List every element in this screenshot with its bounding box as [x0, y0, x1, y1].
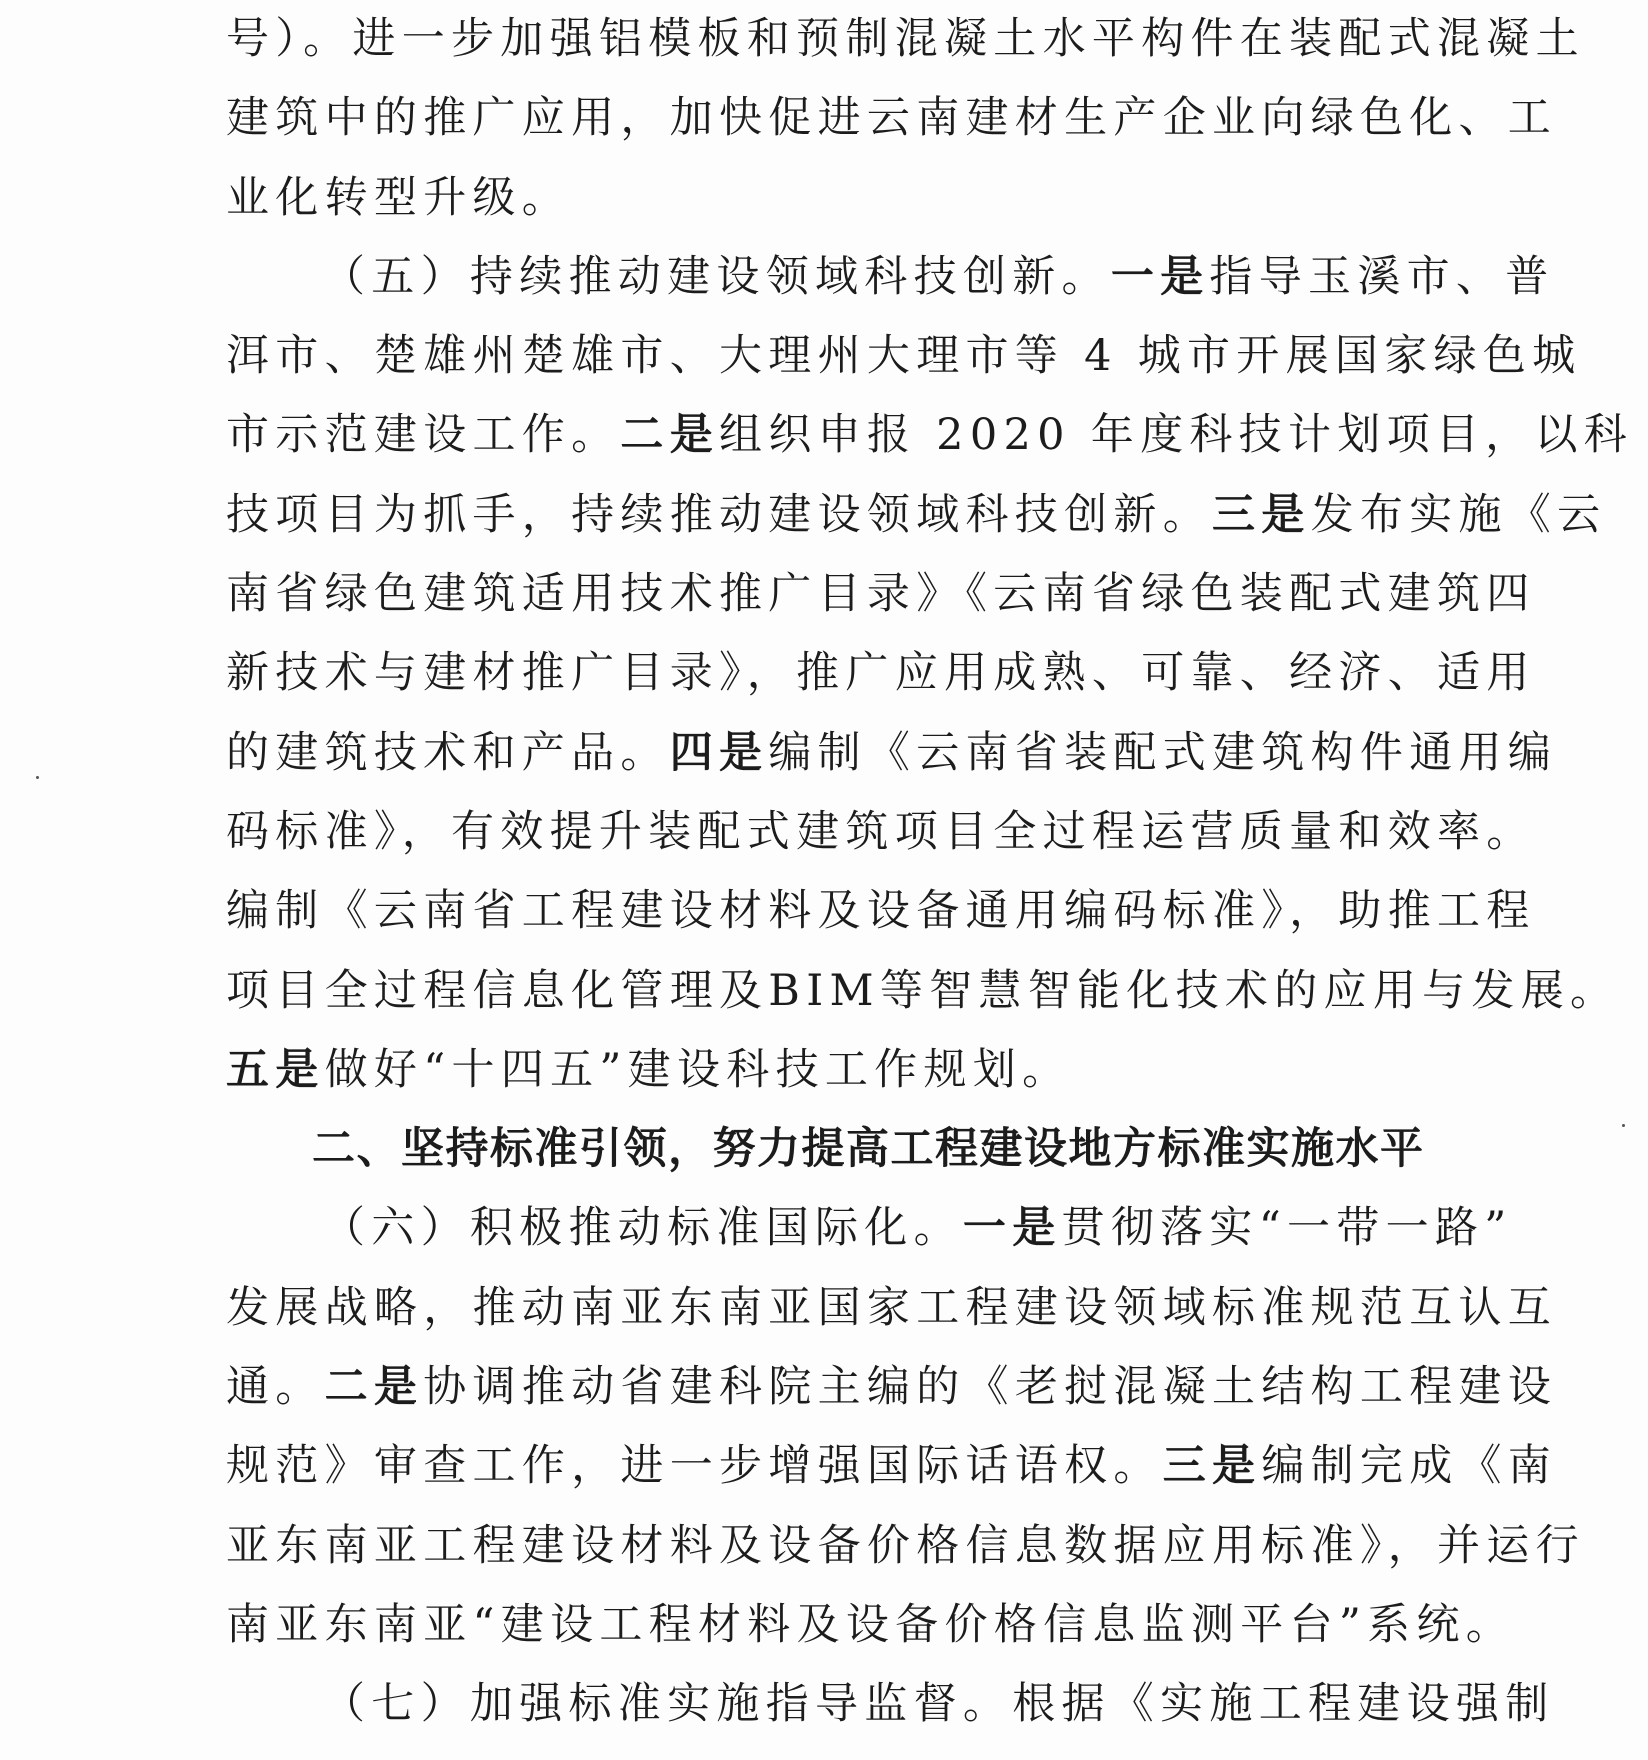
- text-line: [226, 396, 1634, 475]
- emphasis-label: 一是: [962, 1203, 1062, 1254]
- scan-speck: [36, 776, 39, 779]
- section-heading-two: [226, 1110, 1426, 1189]
- emphasis-label: 二是: [324, 1362, 424, 1413]
- text-run: 组织申报 2020 年度科技计划项目，以科: [719, 410, 1634, 461]
- text-line: [226, 952, 1620, 1031]
- text-line: [226, 714, 1558, 793]
- text-run: 业化转型升级。: [226, 172, 572, 223]
- text-run: 编制《云南省工程建设材料及设备通用编码标准》，助推工程: [226, 886, 1536, 937]
- text-run: 南省绿色建筑适用技术推广目录》《云南省绿色装配式建筑四: [226, 569, 1536, 620]
- text-run: 编制《云南省装配式建筑构件通用编: [768, 727, 1558, 778]
- text-run: 新技术与建材推广目录》，推广应用成熟、可靠、经济、适用: [226, 648, 1536, 699]
- section-five-first-line: [226, 238, 1555, 317]
- text-run: 做好“十四五”建设科技工作规划。: [324, 1044, 1072, 1095]
- document-body: [226, 0, 1634, 1745]
- text-run: 洱市、楚雄州楚雄市、大理州大理市等 4 城市开展国家绿色城: [226, 331, 1582, 382]
- heading-text: 二、坚持标准引领，努力提高工程建设地方标准实施水平: [312, 1124, 1425, 1175]
- text-line: [226, 317, 1582, 396]
- text-run: 发布实施《云: [1310, 489, 1607, 540]
- text-line: [226, 1031, 1426, 1110]
- section-seven-first-line: [226, 1665, 1555, 1744]
- emphasis-label: 三是: [1212, 489, 1311, 540]
- text-line: [226, 634, 1536, 713]
- section-title-six: （六）积极推动标准国际化。: [322, 1203, 963, 1254]
- text-run: 规范》审查工作，进一步增强国际话语权。: [226, 1441, 1163, 1492]
- text-run: 的建筑技术和产品。: [226, 727, 670, 778]
- text-line: [226, 1427, 1558, 1506]
- emphasis-label: 五是: [226, 1044, 325, 1095]
- text-run: 市示范建设工作。: [226, 410, 621, 461]
- text-run: 项目全过程信息化管理及BIM等智慧智能化技术的应用与发展。: [226, 965, 1620, 1016]
- section-six-first-line: [226, 1189, 1513, 1268]
- text-line: [226, 476, 1607, 555]
- text-line: [226, 555, 1536, 634]
- emphasis-label: 二是: [620, 410, 720, 461]
- text-line: [226, 793, 1536, 872]
- text-run: 编制完成《南: [1261, 1441, 1558, 1492]
- text-line: [226, 159, 1426, 238]
- emphasis-label: 一是: [1110, 251, 1210, 302]
- text-run: 协调推动省建科院主编的《老挝混凝土结构工程建设: [423, 1362, 1558, 1413]
- text-run: 南亚东南亚“建设工程材料及设备价格信息监测平台”系统。: [226, 1599, 1516, 1650]
- text-line: [226, 872, 1536, 951]
- text-line: [226, 1507, 1585, 1586]
- text-run: 贯彻落实“一带一路”: [1061, 1203, 1513, 1254]
- text-line: [226, 1348, 1558, 1427]
- scan-speck: [1622, 1124, 1625, 1127]
- text-run: 建筑中的推广应用，加快促进云南建材生产企业向绿色化、工: [226, 93, 1558, 144]
- text-run: 技项目为抓手，持续推动建设领域科技创新。: [226, 489, 1212, 540]
- text-run: 指导玉溪市、普: [1209, 251, 1555, 302]
- text-line: [226, 1269, 1558, 1348]
- text-line: [226, 1586, 1516, 1665]
- text-run: 发展战略，推动南亚东南亚国家工程建设领域标准规范互认互: [226, 1282, 1558, 1333]
- section-title-five: （五）持续推动建设领域科技创新。: [322, 251, 1111, 302]
- emphasis-label: 四是: [669, 727, 769, 778]
- text-run: 亚东南亚工程建设材料及设备价格信息数据应用标准》，并运行: [226, 1520, 1585, 1571]
- text-run: 码标准》，有效提升装配式建筑项目全过程运营质量和效率。: [226, 806, 1536, 857]
- text-line: [226, 79, 1558, 158]
- emphasis-label: 三是: [1162, 1441, 1262, 1492]
- section-title-seven: （七）加强标准实施指导监督。根据《实施工程建设强制: [322, 1679, 1555, 1730]
- text-run: 通。: [226, 1362, 325, 1413]
- text-line: [226, 0, 1585, 79]
- text-run: 号）。进一步加强铝模板和预制混凝土水平构件在装配式混凝土: [226, 14, 1585, 64]
